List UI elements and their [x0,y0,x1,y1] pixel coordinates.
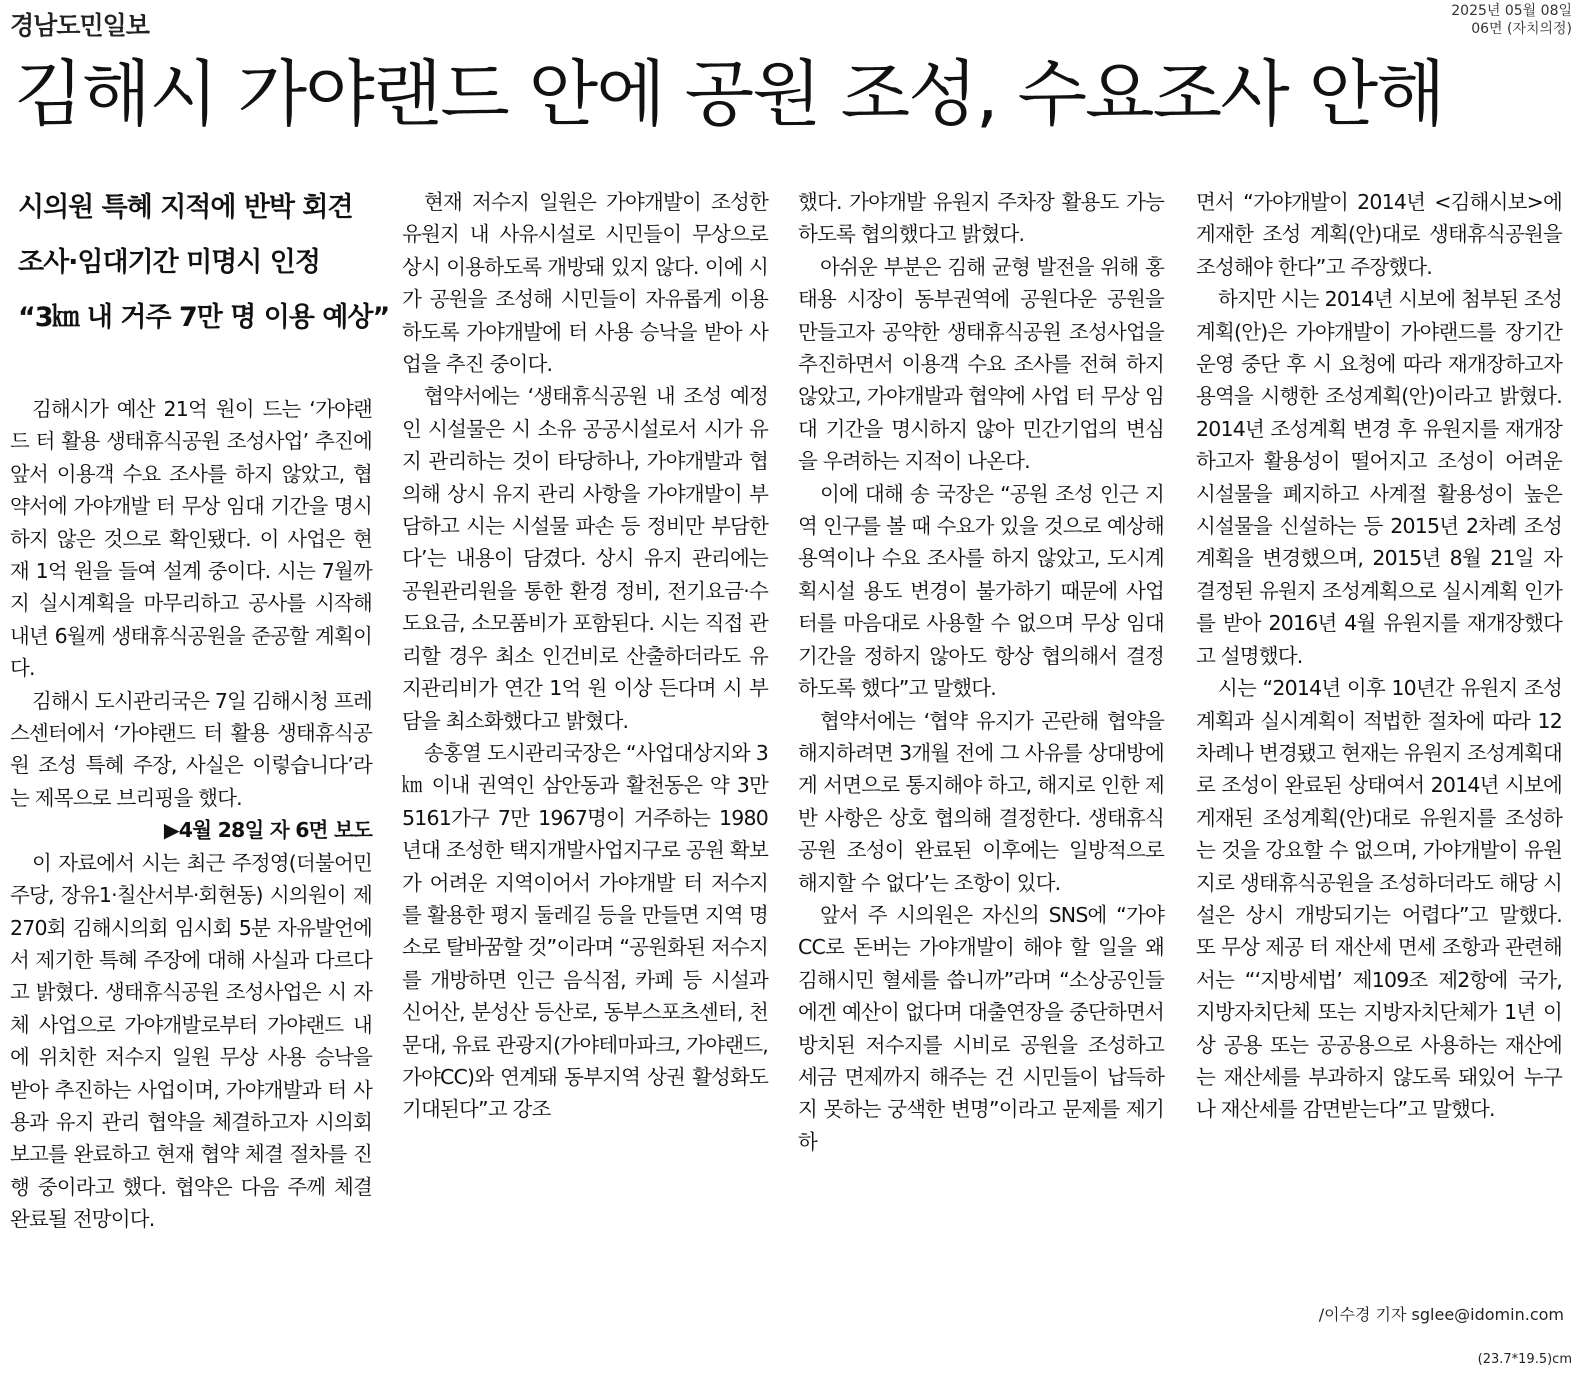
article-paragraph: 했다. 가야개발 유원지 주차장 활용도 가능하도록 협의했다고 밝혔다. [798,190,1164,247]
reporter-byline: /이수경 기자 sglee@idomin.com [1318,1305,1564,1324]
article-paragraph: 현재 저수지 일원은 가야개발이 조성한 유원지 내 사유시설로 시민들이 무상으로 상시 이용하도록 개방돼 있지 않다. 이에 시가 공원을 조성해 시민들이 자유롭게 이용하도록 가야개발에 터 사용 승낙을 받아 사업을 추진 중이다. [402,190,768,377]
article-paragraph: 이 자료에서 시는 최근 주정영(더불어민주당, 장유1·칠산서부·회현동) 시의원이 제270회 김해시의회 임시회 5분 자유발언에서 제기한 특혜 주장에 대해 사실과 다르다고 밝혔다. 생태휴식공원 조성사업은 시 자체 사업으로 가야개발로부터 가야랜드 내에 위치한 저수지 일원 무상 사용 승낙을 받아 추진하는 사업이며, 가야개발과 터 사용과 유지 관리 협약을 체결하고자 시의회 보고를 완료하고 현재 협약 체결 절차를 진행 중이라고 했다. 협약은 다음 주께 체결 완료될 전망이다. [10,850,372,1232]
article-paragraph: 송홍열 도시관리국장은 “사업대상지와 3㎞ 이내 권역인 삼안동과 활천동은 약 3만 5161가구 7만 1967명이 거주하는 1980년대 조성한 택지개발사업지구로 공원 확보가 어려운 지역이어서 가야개발 터 저수지를 활용한 평지 둘레길 등을 만들면 지역 명소로 탈바꿈할 것”이라며 “공원화된 저수지를 개방하면 인근 음식점, 카페 등 시설과 신어산, 분성산 등산로, 동부스포츠센터, 천문대, 유료 관광지(가야테마파크, 가야랜드, 가야CC)와 연계돼 동부지역 상권 활성화도 기대된다”고 강조 [402,740,768,1122]
article-column-1 [10,393,372,1236]
article-column-3 [798,186,1164,1158]
article-column-4 [1196,186,1562,1126]
article-paragraph: 면서 “가야개발이 2014년 <김해시보>에 게재한 조성 계획(안)대로 생태휴식공원을 조성해야 한다”고 주장했다. [1196,190,1562,279]
publication-date: 2025년 05월 08일 [1451,3,1572,19]
subheadline-group [14,180,390,345]
publication-info [1451,2,1572,38]
subheadline: “3㎞ 내 거주 7만 명 이용 예상” [18,302,390,333]
article-paragraph: 김해시 도시관리국은 7일 김해시청 프레스센터에서 ‘가야랜드 터 활용 생태휴식공원 조성 특혜 주장, 사실은 이렇습니다’라는 제목으로 브리핑을 했다. [10,688,372,810]
article-paragraph: 앞서 주 시의원은 자신의 SNS에 “가야CC로 돈버는 가야개발이 해야 할 일을 왜 김해시민 혈세를 씁니까”라며 “소상공인들에겐 예산이 없다며 대출연장을 중단하면서 방치된 저수지를 시비로 공원을 조성하고 세금 면제까지 해주는 건 시민들이 납득하지 못하는 궁색한 변명”이라고 문제를 제기하 [798,902,1164,1154]
newspaper-masthead: 경남도민일보 [10,11,149,40]
related-report-reference: ▶4월 28일 자 6면 보도 [163,818,372,843]
clipping-size-note: (23.7*19.5)cm [1477,1352,1572,1367]
article-column-2 [402,186,768,1126]
article-headline: 김해시 가야랜드 안에 공원 조성, 수요조사 안해 [14,52,1444,136]
article-paragraph: 하지만 시는 2014년 시보에 첨부된 조성계획(안)은 가야개발이 가야랜드를 장기간 운영 중단 후 시 요청에 따라 재개장하고자 용역을 시행한 조성계획(안)이라고 밝혔다. 2014년 조성계획 변경 후 유원지를 재개장하고자 활용성이 떨어지고 조성이 어려운 시설물을 폐지하고 사계절 활용성이 높은 시설물을 신설하는 등 2015년 2차례 조성계획을 변경했으며, 2015년 8월 21일 자 결정된 유원지 조성계획으로 실시계획 인가를 받아 2016년 4월 유원지를 재개장했다고 설명했다. [1196,287,1562,668]
subheadline: 조사·임대기간 미명시 인정 [18,247,320,278]
article-paragraph: 협약서에는 ‘생태휴식공원 내 조성 예정인 시설물은 시 소유 공공시설로서 시가 유지 관리하는 것이 타당하나, 가야개발과 협의해 상시 유지 관리 사항을 가야개발이 부담하고 시는 시설물 파손 등 정비만 부담한다’는 내용이 담겼다. 상시 유지 관리에는 공원관리원을 통한 환경 정비, 전기요금·수도요금, 소모품비가 포함된다. 시는 직접 관리할 경우 최소 인건비로 산출하더라도 유지관리비가 연간 1억 원 이상 든다며 시 부담을 최소화했다고 밝혔다. [402,384,768,733]
article-paragraph: 이에 대해 송 국장은 “공원 조성 인근 지역 인구를 볼 때 수요가 있을 것으로 예상해 용역이나 수요 조사를 하지 않았고, 도시계획시설 용도 변경이 불가하기 때문에 사업 터를 마음대로 사용할 수 없으며 무상 임대 기간을 정하지 않아도 항상 협의해서 결정하도록 했다”고 말했다. [798,481,1164,701]
article-paragraph: 협약서에는 ‘협약 유지가 곤란해 협약을 해지하려면 3개월 전에 그 사유를 상대방에게 서면으로 통지해야 하고, 해지로 인한 제반 사항은 상호 협의해 결정한다. 생태휴식공원 조성이 완료된 이후에는 일방적으로 해지할 수 없다’는 조항이 있다. [798,708,1164,895]
subheadline: 시의원 특혜 지적에 반박 회견 [18,192,353,223]
publication-section: 06면 (자치의정) [1471,21,1572,37]
article-paragraph: 시는 “2014년 이후 10년간 유원지 조성계획과 실시계획이 적법한 절차에 따라 12차례나 변경됐고 현재는 유원지 조성계획대로 조성이 완료된 상태여서 2014년 시보에 게재된 조성계획(안)대로 유원지를 조성하는 것을 강요할 수 없으며, 가야개발이 유원지로 생태휴식공원을 조성하더라도 해당 시설은 상시 개방되기는 어렵다”고 말했다. 또 무상 제공 터 재산세 면세 조항과 관련해서는 “‘지방세법’ 제109조 제2항에 국가, 지방자치단체 또는 지방자치단체가 1년 이상 공용 또는 공공용으로 사용하는 재산에는 재산세를 부과하지 않도록 돼있어 누구나 재산세를 감면받는다”고 말했다. [1196,676,1562,1122]
article-paragraph: 김해시가 예산 21억 원이 드는 ‘가야랜드 터 활용 생태휴식공원 조성사업’ 추진에 앞서 이용객 수요 조사를 하지 않았고, 협약서에 가야개발 터 무상 임대 기간을 명시하지 않은 것으로 확인됐다. 이 사업은 현재 1억 원을 들여 설계 중이다. 시는 7월까지 실시계획을 마무리하고 공사를 시작해 내년 6월께 생태휴식공원을 준공할 계획이다. [10,397,372,681]
article-paragraph: 아쉬운 부분은 김해 균형 발전을 위해 홍태용 시장이 동부권역에 공원다운 공원을 만들고자 공약한 생태휴식공원 조성사업을 추진하면서 이용객 수요 조사를 전혀 하지 않았고, 가야개발과 협약에 사업 터 무상 임대 기간을 명시하지 않아 민간기업의 변심을 우려하는 지적이 나온다. [798,254,1164,474]
